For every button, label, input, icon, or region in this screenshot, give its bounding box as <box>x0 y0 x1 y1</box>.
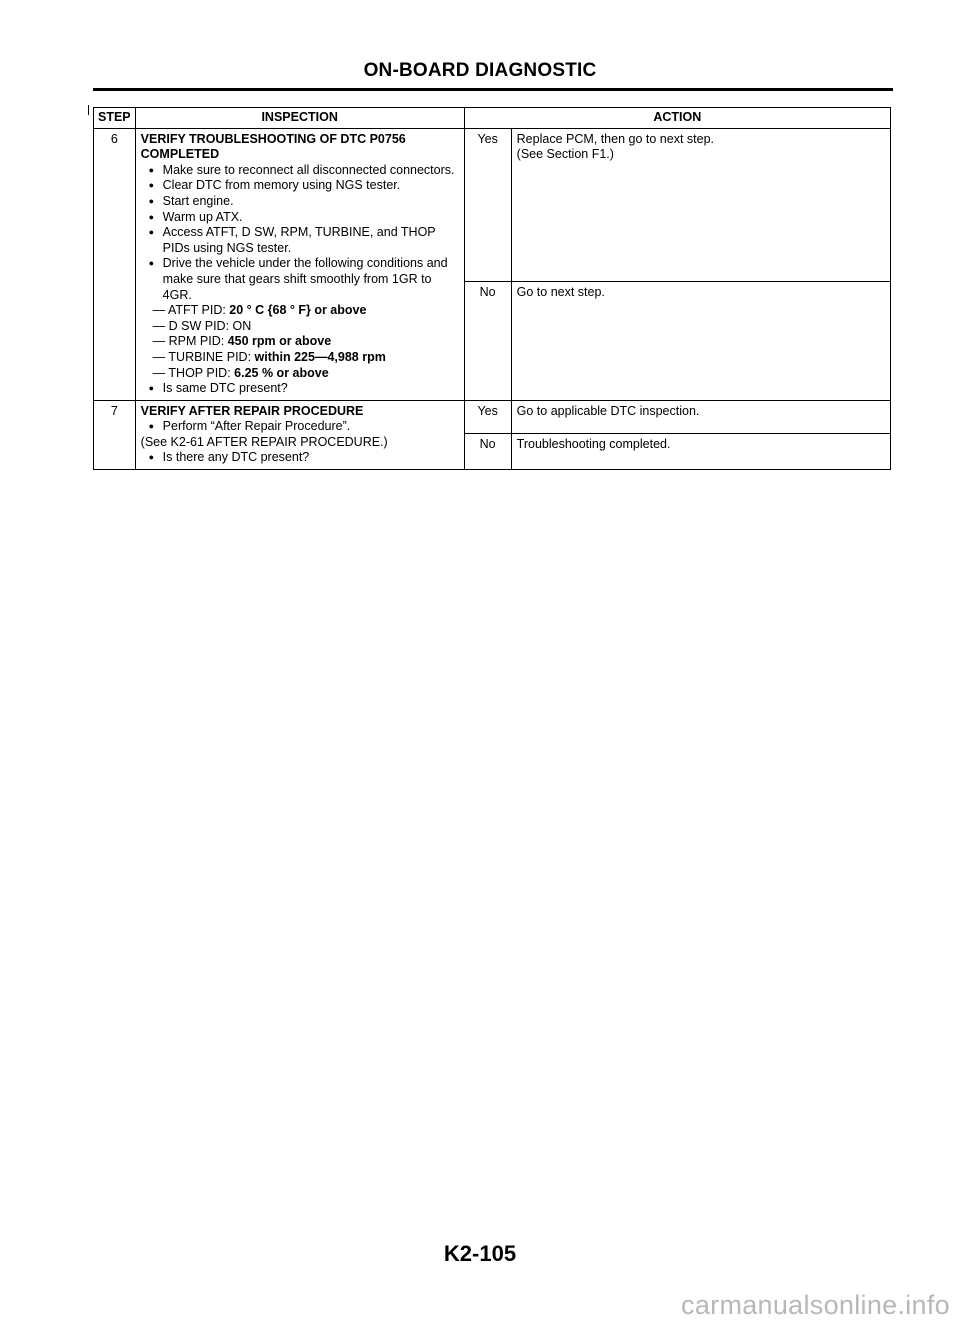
table-header-row <box>94 108 891 129</box>
condition-turbine: — TURBINE PID: within 225—4,988 rpm <box>152 349 386 364</box>
list-item: ● Warm up ATX. <box>141 210 459 226</box>
step-7-no: No <box>464 433 511 469</box>
header-inspection: INSPECTION <box>135 108 464 129</box>
step-7-no-action: Troubleshooting completed. <box>511 433 890 469</box>
step-7-yes: Yes <box>464 400 511 433</box>
page-title: ON-BOARD DIAGNOSTIC <box>363 60 597 81</box>
step-6-title-line1: VERIFY TROUBLESHOOTING OF DTC P0756 <box>140 131 406 146</box>
step-6-title-line2: COMPLETED <box>140 147 220 162</box>
list-item: ● Start engine. <box>141 194 459 210</box>
list-item: ● Make sure to reconnect all disconnected connectors. <box>141 163 459 179</box>
step-7-number: 7 <box>94 400 136 469</box>
table-row-step-7-yes <box>94 400 891 433</box>
step-7-yes-action: Go to applicable DTC inspection. <box>511 400 890 433</box>
step-6-yes-action: Replace PCM, then go to next step. (See Section F1.) <box>511 128 890 281</box>
watermark: carmanualsonline.info <box>681 1290 950 1320</box>
step-6-inspection <box>135 128 464 400</box>
list-item: ● Access ATFT, D SW, RPM, TURBINE, and THOP PIDs using NGS tester. <box>141 225 459 256</box>
header-step: STEP <box>94 108 136 129</box>
list-item: ● Clear DTC from memory using NGS tester. <box>141 178 459 194</box>
table-row-step-6-yes <box>94 128 891 281</box>
page-number: K2-105 <box>443 1241 517 1266</box>
list-item: ● Perform “After Repair Procedure”. <box>141 419 459 435</box>
step-6-question: ● Is same DTC present? <box>141 381 459 397</box>
header-action: ACTION <box>464 108 890 129</box>
list-item: ● Drive the vehicle under the following conditions and make sure that gears shift smoothly from 1GR to 4GR. <box>141 256 459 303</box>
step-7-reference: (See K2-61 AFTER REPAIR PROCEDURE.) <box>140 434 388 449</box>
step-7-title: VERIFY AFTER REPAIR PROCEDURE <box>140 403 364 418</box>
condition-thop: — THOP PID: 6.25 % or above <box>152 365 329 380</box>
condition-rpm: — RPM PID: 450 rpm or above <box>152 334 332 349</box>
step-7-question: ● Is there any DTC present? <box>141 450 459 466</box>
diagnostic-table <box>93 107 891 470</box>
condition-atft: — ATFT PID: 20 ° C {68 ° F} or above <box>152 303 367 318</box>
step-6-no-action: Go to next step. <box>511 281 890 400</box>
step-6-number: 6 <box>94 128 136 400</box>
step-6-bullets <box>141 163 459 303</box>
step-6-no: No <box>464 281 511 400</box>
condition-dsw: — D SW PID: ON <box>152 318 252 333</box>
step-7-inspection <box>135 400 464 469</box>
margin-mark <box>88 105 89 115</box>
header-rule <box>93 88 893 91</box>
step-6-yes: Yes <box>464 128 511 281</box>
